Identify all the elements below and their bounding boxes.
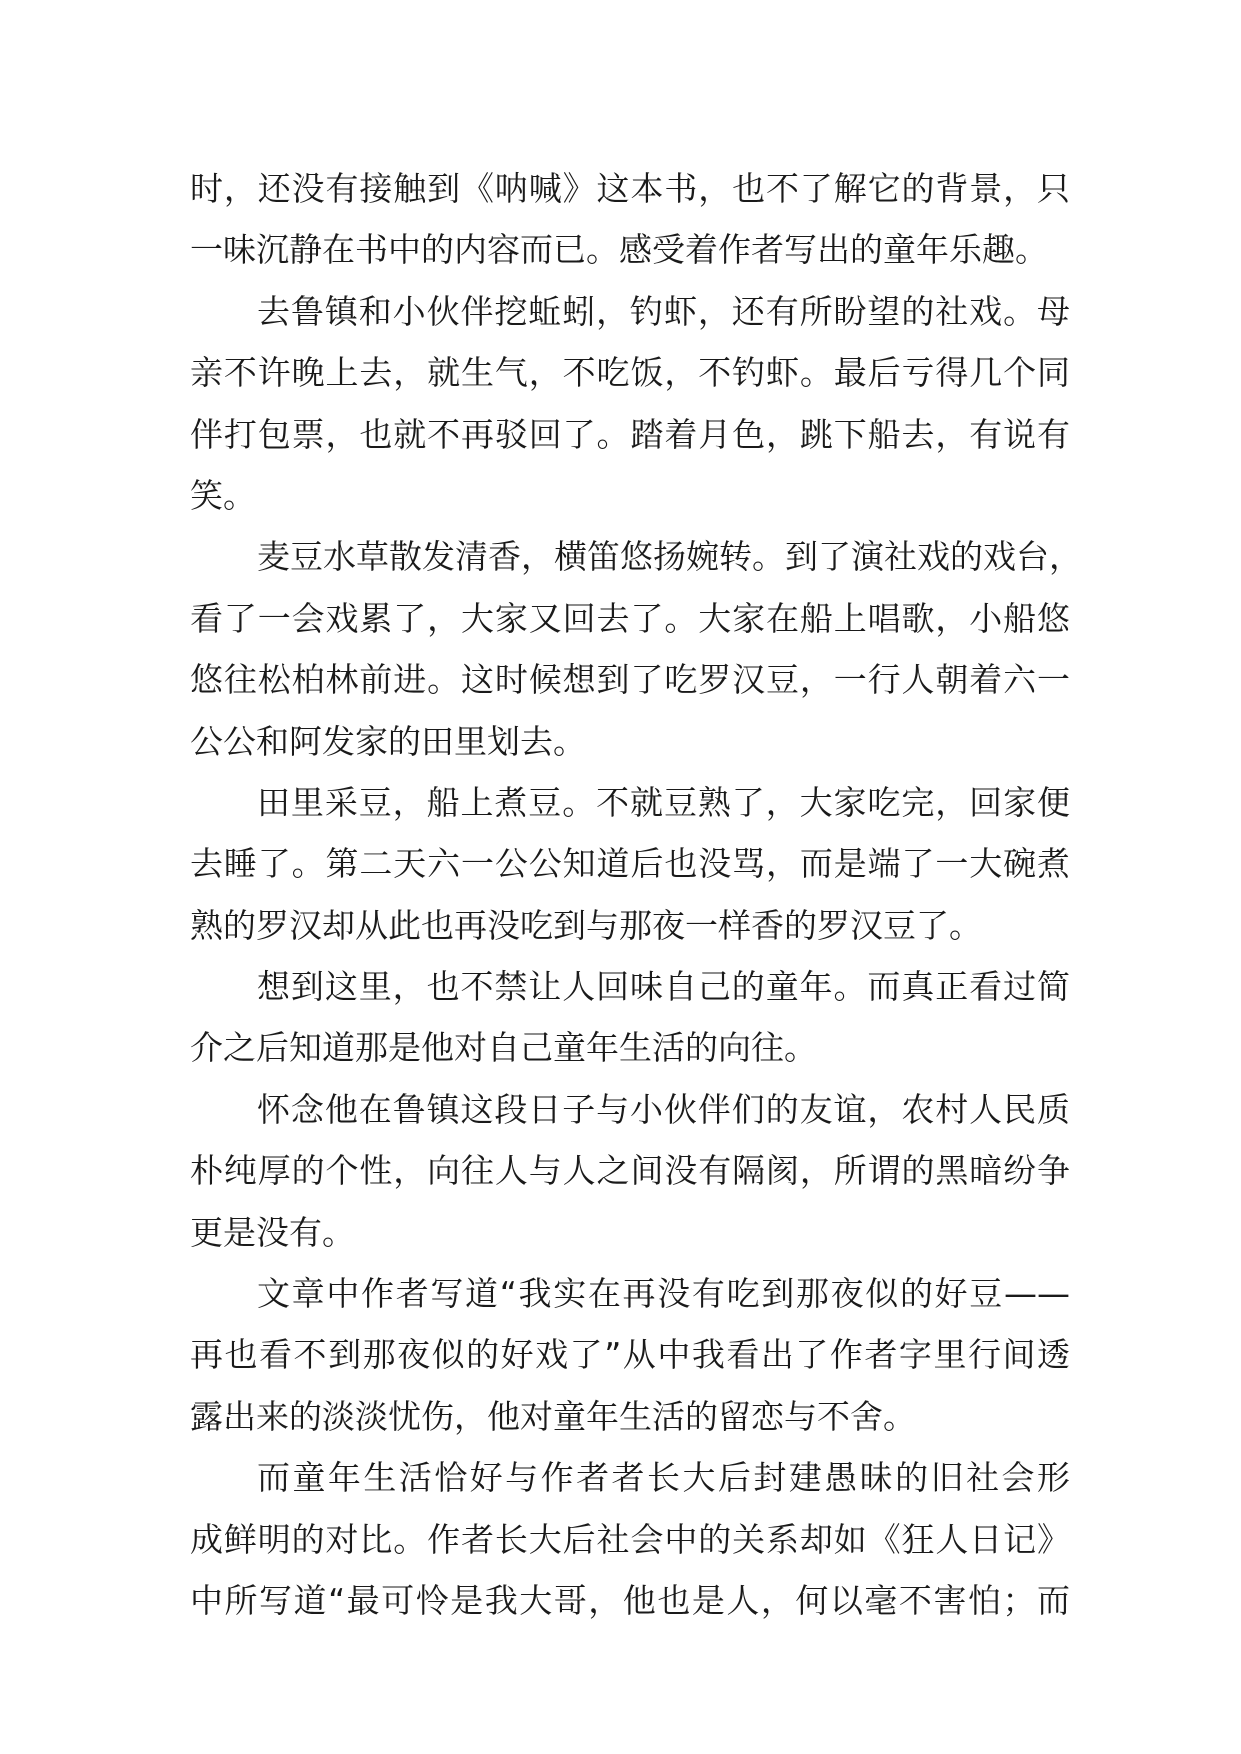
text-line: 朴纯厚的个性，向往人与人之间没有隔阂，所谓的黑暗纷争 bbox=[190, 1151, 1070, 1191]
text-line: 再也看不到那夜似的好戏了”从中我看出了作者字里行间透 bbox=[190, 1335, 1070, 1375]
document-body bbox=[190, 158, 1082, 1631]
text-line: 去鲁镇和小伙伴挖蚯蚓，钓虾，还有所盼望的社戏。母 bbox=[257, 291, 1070, 331]
text-line: 文章中作者写道“我实在再没有吃到那夜似的好豆—— bbox=[257, 1274, 1070, 1314]
text-line: 更是没有。 bbox=[190, 1212, 355, 1252]
paragraph bbox=[190, 1079, 1070, 1263]
paragraph bbox=[190, 1447, 1070, 1631]
text-line: 笑。 bbox=[190, 475, 256, 515]
text-line: 时，还没有接触到《呐喊》这本书，也不了解它的背景，只 bbox=[190, 169, 1070, 208]
text-line: 一味沉静在书中的内容而已。感受着作者写出的童年乐趣。 bbox=[190, 230, 1048, 270]
paragraph bbox=[190, 956, 1070, 1079]
paragraph bbox=[190, 526, 1082, 772]
text-line: 而童年生活恰好与作者者长大后封建愚昧的旧社会形 bbox=[257, 1458, 1070, 1498]
text-line: 悠往松柏林前进。这时候想到了吃罗汉豆，一行人朝着六一 bbox=[190, 660, 1070, 700]
text-line: 看了一会戏累了，大家又回去了。大家在船上唱歌，小船悠 bbox=[190, 598, 1070, 638]
text-line: 麦豆水草散发清香，横笛悠扬婉转。到了演社戏的戏台， bbox=[257, 537, 1082, 577]
text-line: 去睡了。第二天六一公公知道后也没骂，而是端了一大碗煮 bbox=[190, 844, 1070, 884]
paragraph bbox=[190, 772, 1070, 956]
text-line: 熟的罗汉却从此也再没吃到与那夜一样香的罗汉豆了。 bbox=[190, 905, 982, 945]
text-line: 介之后知道那是他对自己童年生活的向往。 bbox=[190, 1028, 817, 1068]
paragraph bbox=[190, 158, 1070, 281]
paragraph bbox=[190, 1263, 1070, 1447]
text-line: 怀念他在鲁镇这段日子与小伙伴们的友谊，农村人民质 bbox=[257, 1089, 1070, 1129]
text-line: 田里采豆，船上煮豆。不就豆熟了，大家吃完，回家便 bbox=[257, 782, 1070, 822]
text-line: 成鲜明的对比。作者长大后社会中的关系却如《狂人日记》 bbox=[190, 1519, 1070, 1559]
text-line: 露出来的淡淡忧伤，他对童年生活的留恋与不舍。 bbox=[190, 1396, 916, 1436]
text-line: 伴打包票，也就不再驳回了。踏着月色，跳下船去，有说有 bbox=[190, 414, 1070, 454]
text-line: 中所写道“最可怜是我大哥，他也是人，何以毫不害怕；而 bbox=[190, 1580, 1070, 1620]
text-line: 想到这里，也不禁让人回味自己的童年。而真正看过简 bbox=[257, 967, 1070, 1007]
text-line: 公公和阿发家的田里划去。 bbox=[190, 721, 586, 761]
text-line: 亲不许晚上去，就生气，不吃饭，不钓虾。最后亏得几个同 bbox=[190, 353, 1070, 393]
paragraph bbox=[190, 281, 1070, 527]
